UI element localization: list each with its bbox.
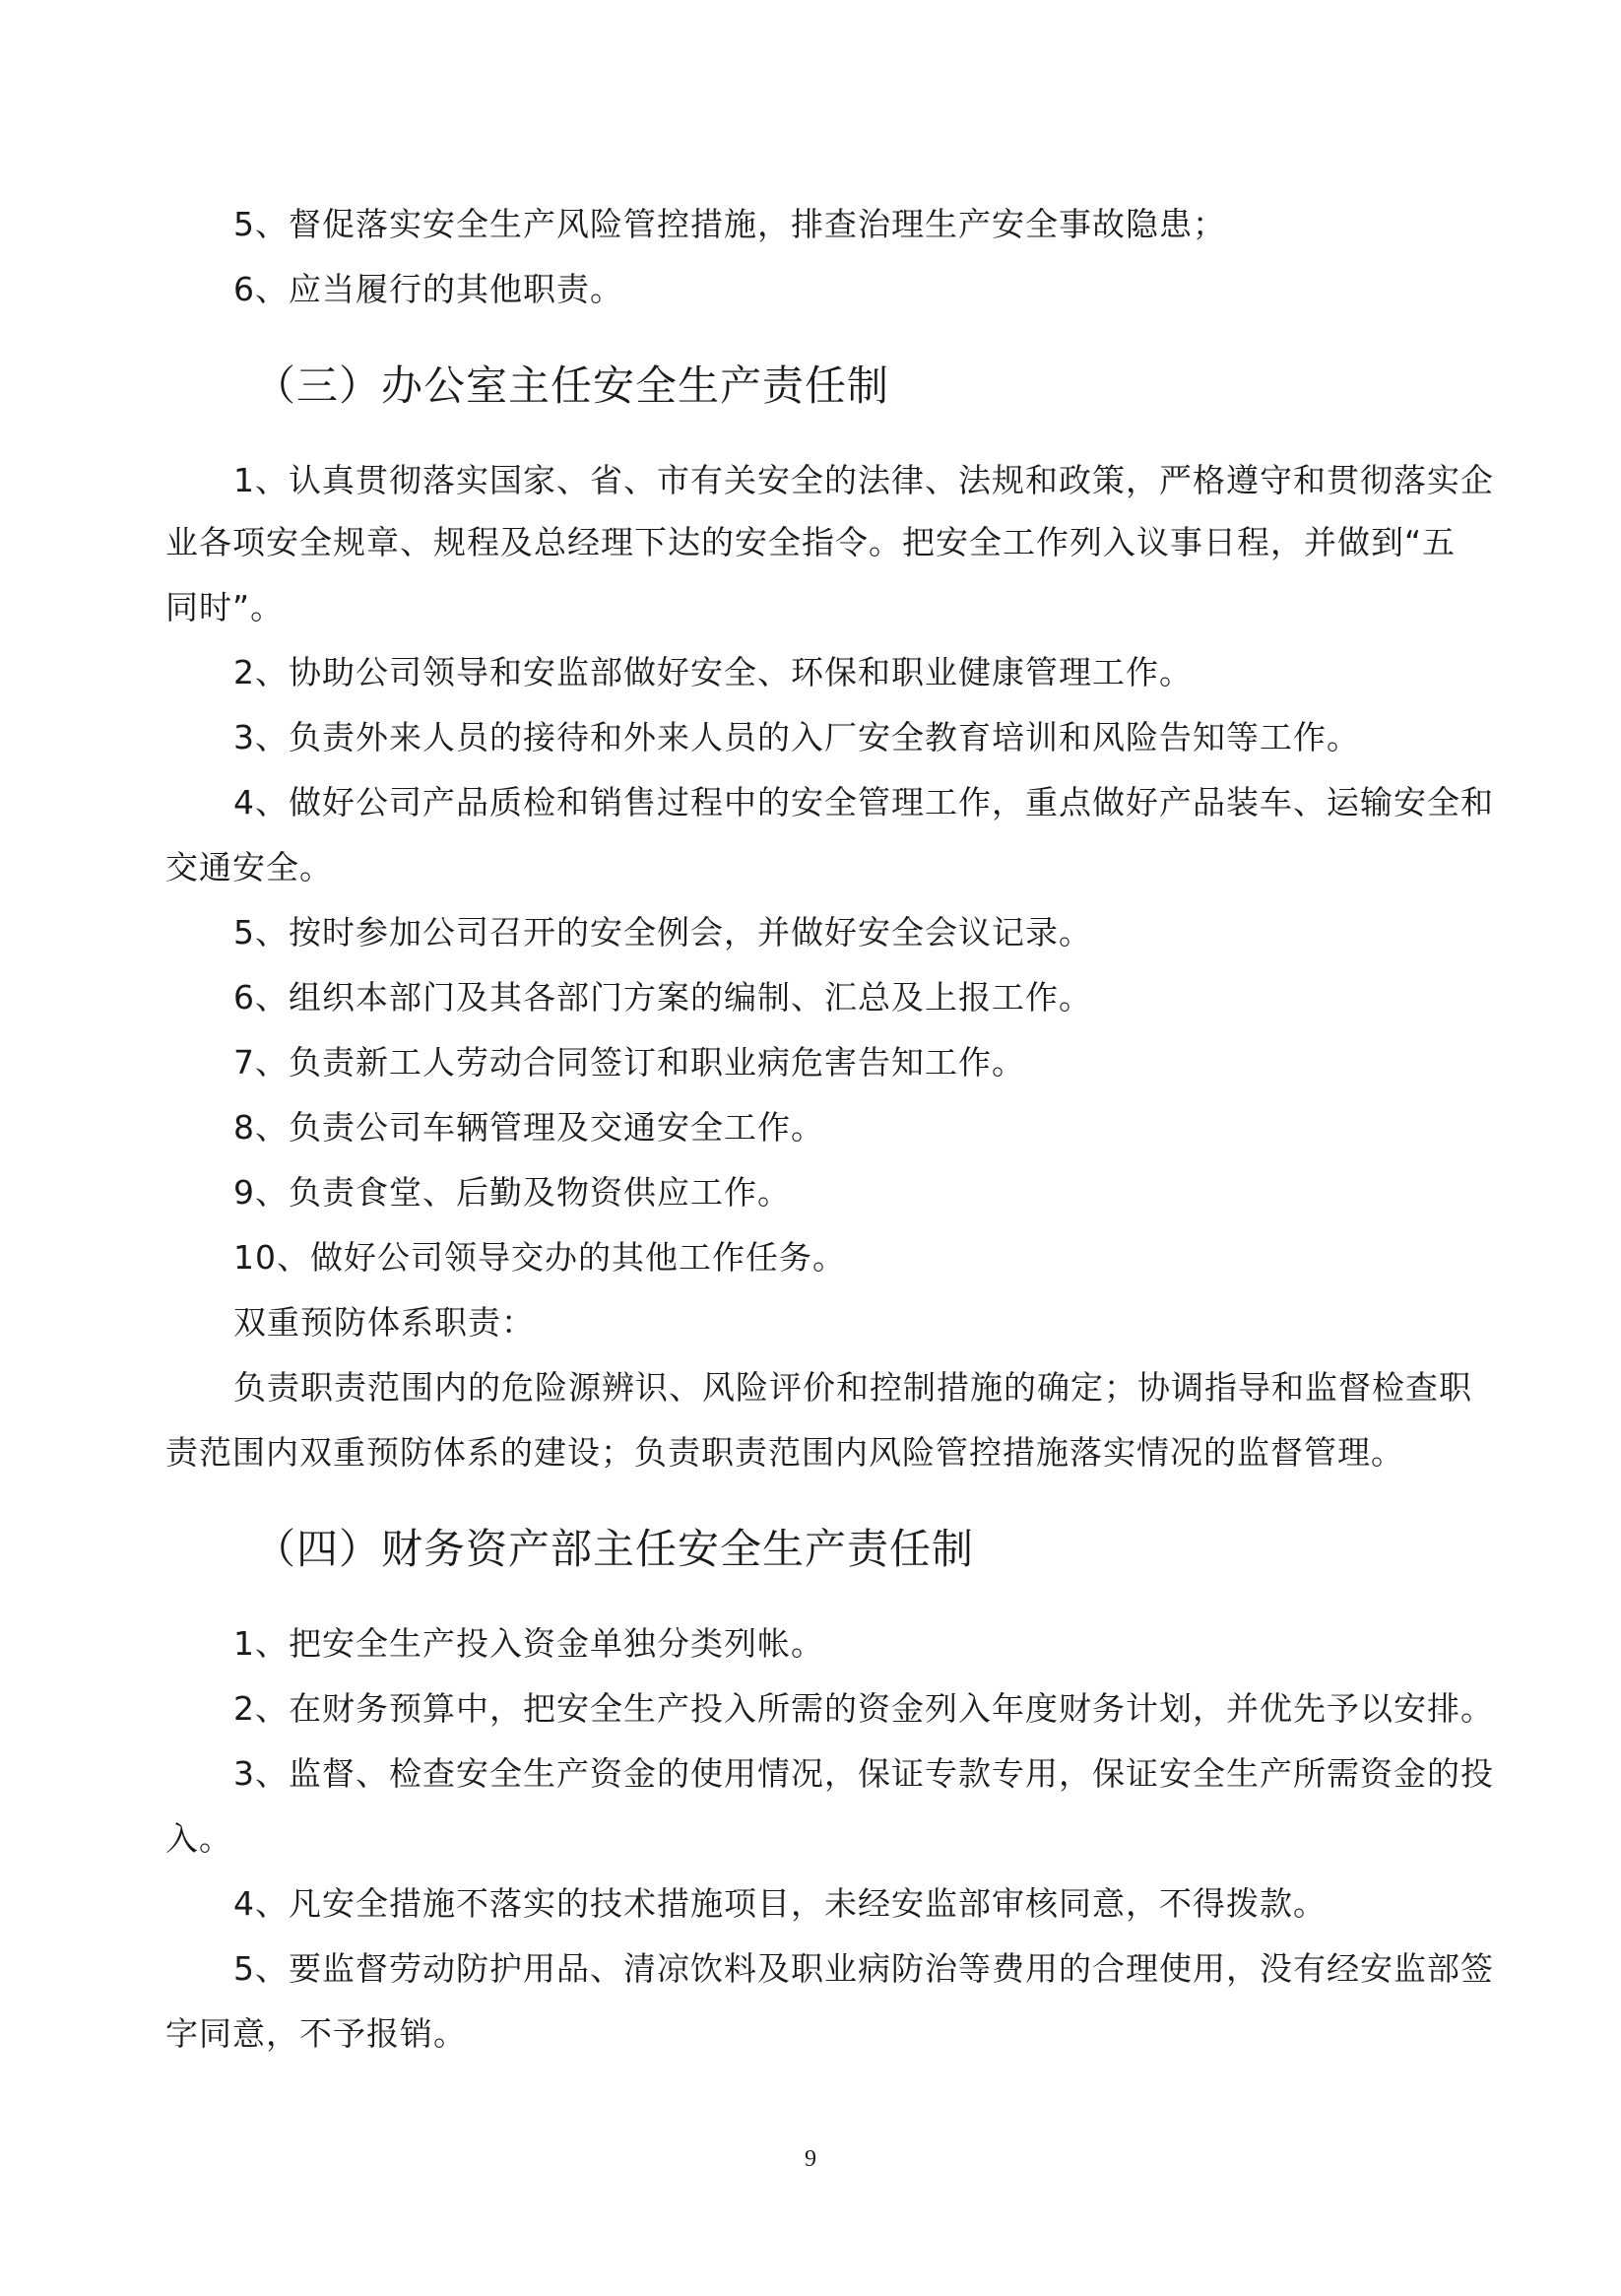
section4-item5-line2: 字同意，不予报销。 [165, 2014, 467, 2053]
dual-prevention-label: 双重预防体系职责： [233, 1303, 535, 1342]
dual-prevention-line2: 责范围内双重预防体系的建设；负责职责范围内风险管控措施落实情况的监督管理。 [165, 1433, 1404, 1472]
section4-heading: （四）财务资产部主任安全生产责任制 [254, 1525, 975, 1573]
section3-item9: 9、负责食堂、后勤及物资供应工作。 [233, 1173, 791, 1212]
section4-item3-line1: 3、监督、检查安全生产资金的使用情况，保证专款专用，保证安全生产所需资金的投 [233, 1754, 1494, 1793]
section3-item4-line2: 交通安全。 [165, 848, 333, 886]
dual-prevention-line1: 负责职责范围内的危险源辨识、风险评价和控制措施的确定；协调指导和监督检查职 [233, 1368, 1472, 1407]
section2-item-6: 6、应当履行的其他职责。 [233, 270, 623, 308]
section4-item3-line2: 入。 [165, 1819, 232, 1858]
page-number: 9 [805, 2146, 816, 2172]
section3-item1-line1: 1、认真贯彻落实国家、省、市有关安全的法律、法规和政策，严格遵守和贯彻落实企 [233, 461, 1494, 499]
section3-item8: 8、负责公司车辆管理及交通安全工作。 [233, 1108, 824, 1147]
section3-item10: 10、做好公司领导交办的其他工作任务。 [233, 1238, 846, 1277]
section4-item2: 2、在财务预算中，把安全生产投入所需的资金列入年度财务计划，并优先予以安排。 [233, 1689, 1494, 1728]
section3-item3: 3、负责外来人员的接待和外来人员的入厂安全教育培训和风险告知等工作。 [233, 718, 1360, 756]
section4-item5-line1: 5、要监督劳动防护用品、清凉饮料及职业病防治等费用的合理使用，没有经安监部签 [233, 1949, 1494, 1988]
section3-item7: 7、负责新工人劳动合同签订和职业病危害告知工作。 [233, 1043, 1025, 1082]
section3-item6: 6、组织本部门及其各部门方案的编制、汇总及上报工作。 [233, 978, 1092, 1017]
section3-item1-line3: 同时”。 [165, 588, 285, 626]
section3-item5: 5、按时参加公司召开的安全例会，并做好安全会议记录。 [233, 913, 1092, 951]
section3-item1-line2: 业各项安全规章、规程及总经理下达的安全指令。把安全工作列入议事日程，并做到“五 [165, 523, 1457, 561]
section3-item2: 2、协助公司领导和安监部做好安全、环保和职业健康管理工作。 [233, 653, 1193, 691]
section4-item1: 1、把安全生产投入资金单独分类列帐。 [233, 1624, 824, 1663]
section4-item4: 4、凡安全措施不落实的技术措施项目，未经安监部审核同意，不得拨款。 [233, 1884, 1327, 1923]
section2-item-5: 5、督促落实安全生产风险管控措施，排查治理生产安全事故隐患； [233, 205, 1226, 243]
section3-item4-line1: 4、做好公司产品质检和销售过程中的安全管理工作，重点做好产品装车、运输安全和 [233, 783, 1494, 821]
section3-heading: （三）办公室主任安全生产责任制 [254, 361, 890, 410]
